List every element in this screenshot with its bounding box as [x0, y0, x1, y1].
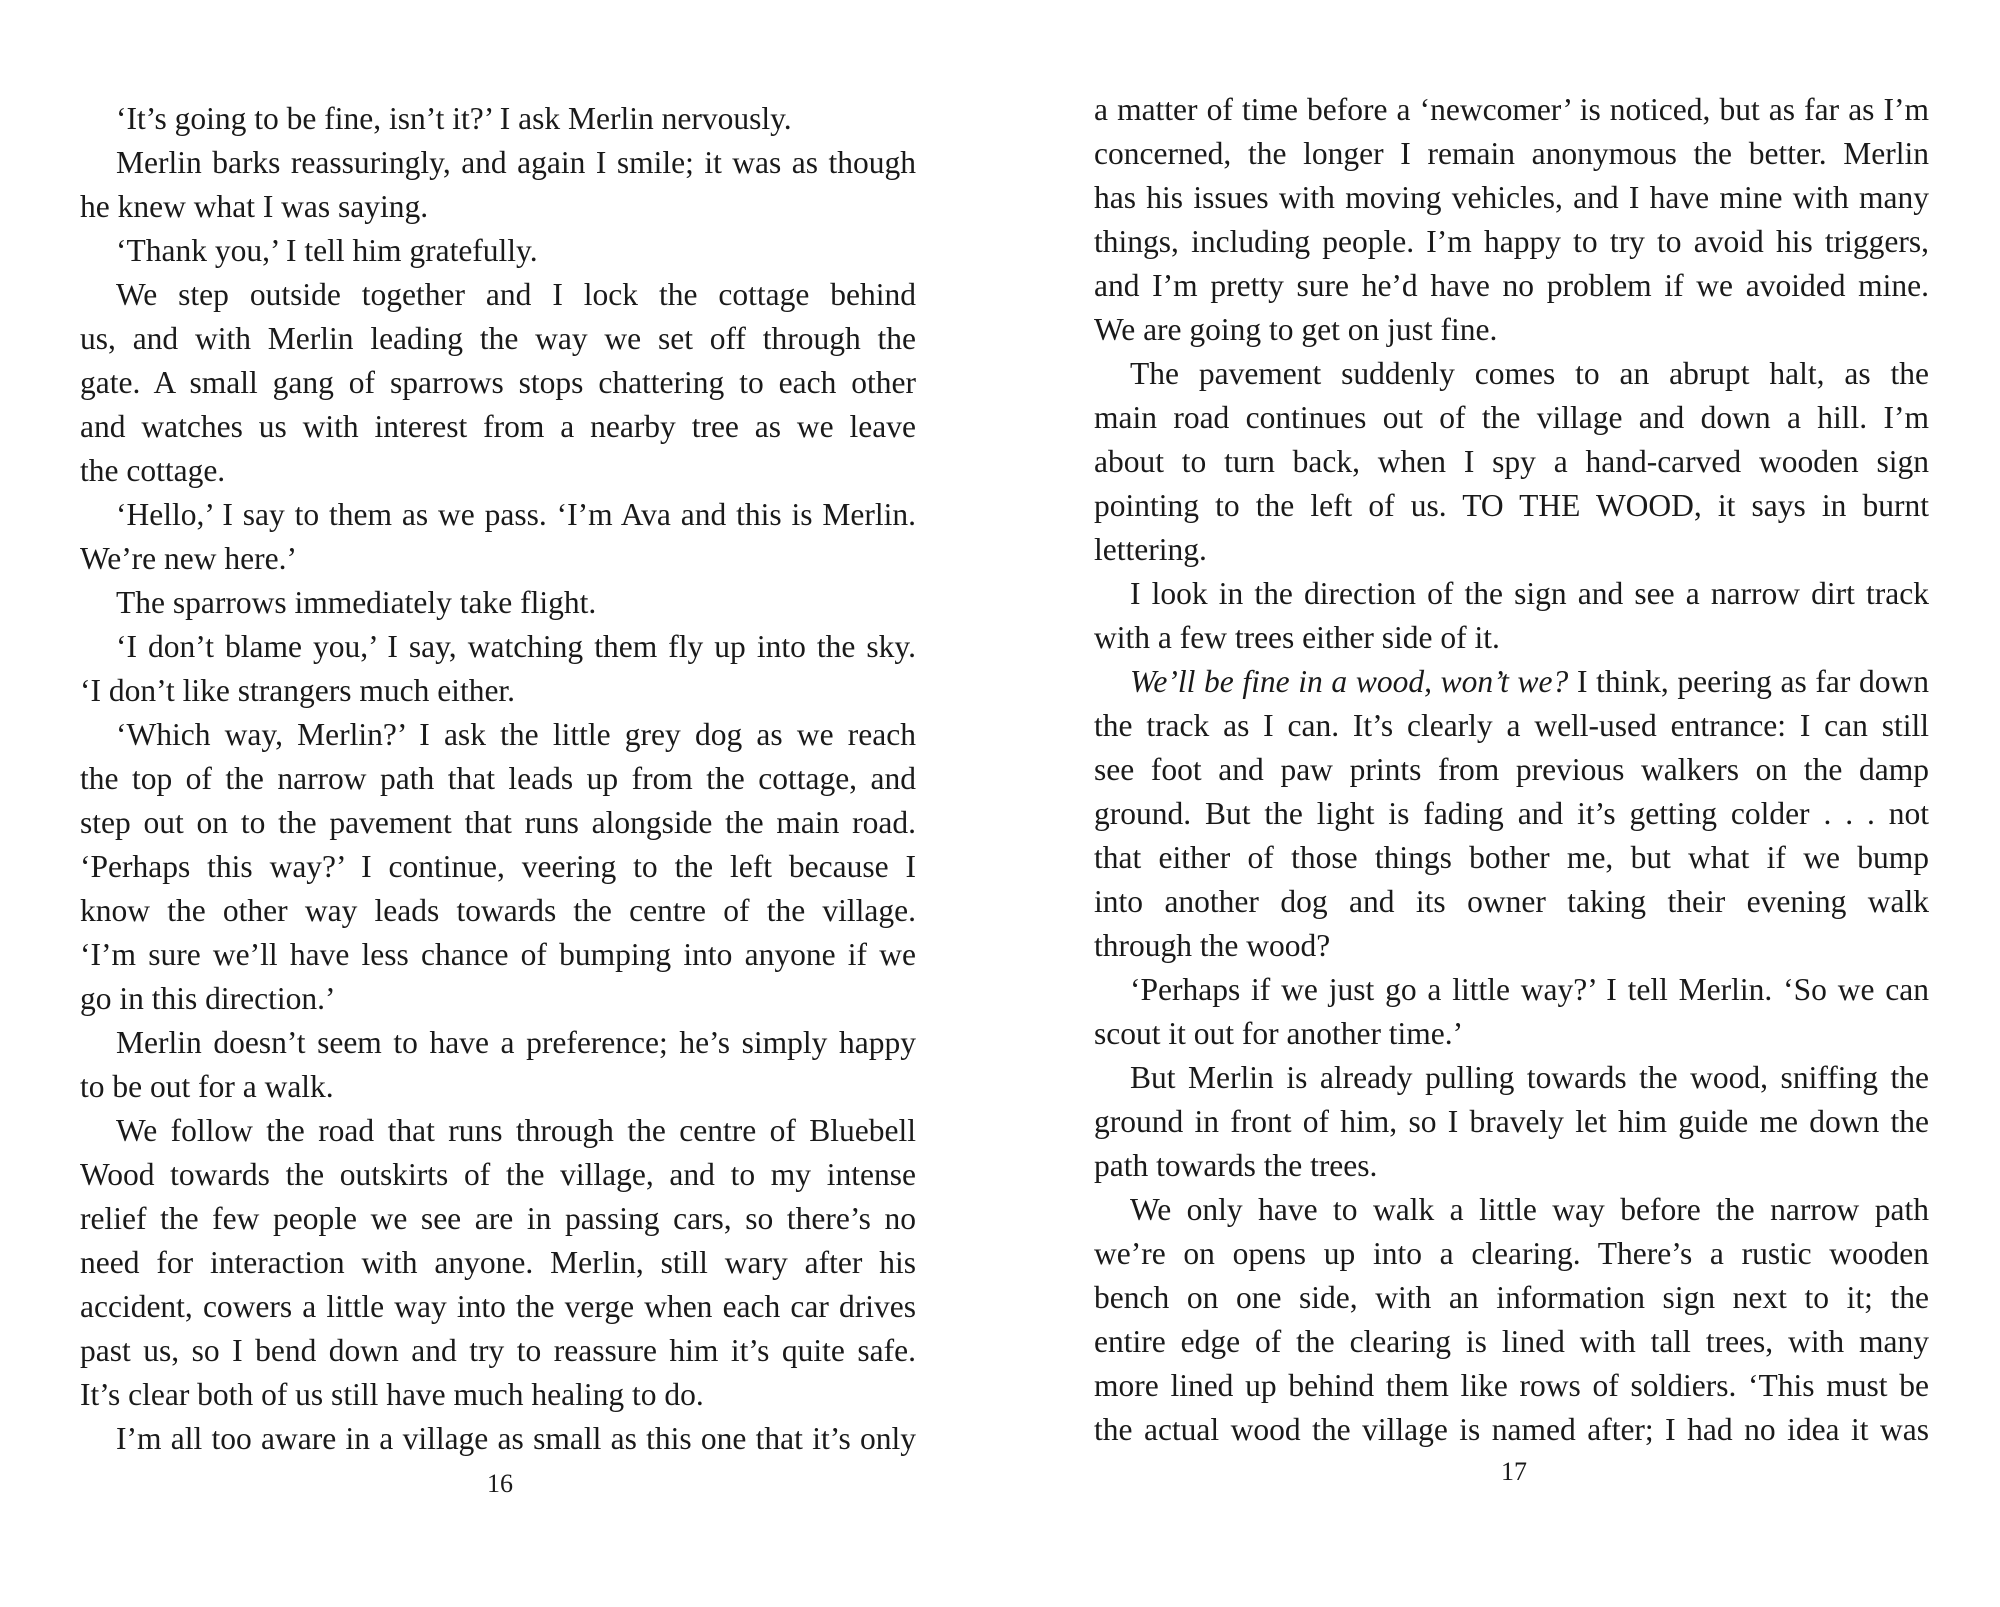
text-line: ‘Which way, Merlin?’ I ask the little grey dog as we reach — [116, 717, 916, 752]
text-line: and I’m pretty sure he’d have no problem if we avoided mine. — [1094, 268, 1929, 303]
text-line: more lined up behind them like rows of soldiers. ‘This must be — [1094, 1368, 1929, 1403]
text-line: I look in the direction of the sign and see a narrow dirt track — [1130, 576, 1929, 611]
text-line: ‘I don’t blame you,’ I say, watching them fly up into the sky. — [116, 629, 916, 664]
text-line: past us, so I bend down and try to reassure him it’s quite safe. — [80, 1333, 916, 1368]
text-line: entire edge of the clearing is lined with tall trees, with many — [1094, 1324, 1929, 1359]
text-line: and watches us with interest from a nearby tree as we leave — [80, 409, 916, 444]
text-line: It’s clear both of us still have much healing to do. — [80, 1377, 704, 1412]
text-line: ‘Perhaps if we just go a little way?’ I tell Merlin. ‘So we can — [1130, 972, 1929, 1007]
text-line: path towards the trees. — [1094, 1148, 1378, 1183]
text-line: The sparrows immediately take flight. — [116, 585, 597, 620]
text-line: We only have to walk a little way before the narrow path — [1130, 1192, 1929, 1227]
text-line: ‘I’m sure we’ll have less chance of bumping into anyone if we — [80, 937, 916, 972]
text-line: to be out for a walk. — [80, 1069, 334, 1104]
text-line: accident, cowers a little way into the verge when each car drives — [80, 1289, 916, 1324]
text-line: need for interaction with anyone. Merlin, still wary after his — [80, 1245, 916, 1280]
text-line: But Merlin is already pulling towards the wood, sniffing the — [1130, 1060, 1929, 1095]
text-line: that either of those things bother me, but what if we bump — [1094, 840, 1929, 875]
text-line: step out on to the pavement that runs alongside the main road. — [80, 805, 916, 840]
text-line: ‘I don’t like strangers much either. — [80, 673, 516, 708]
text-line: go in this direction.’ — [80, 981, 336, 1016]
italic-thought: We’ll be fine in a wood, won’t we? — [1130, 664, 1569, 699]
text-line: Wood towards the outskirts of the village, and to my intense — [80, 1157, 916, 1192]
text-line: the actual wood the village is named after; I had no idea it was — [1094, 1412, 1929, 1447]
text-line — [1130, 660, 1929, 704]
text-line: the track as I can. It’s clearly a well-used entrance: I can still — [1094, 708, 1929, 743]
text-run: I think, peering as far down — [1576, 664, 1929, 699]
text-line: pointing to the left of us. TO THE WOOD, it says in burnt — [1094, 488, 1929, 523]
text-line: main road continues out of the village and down a hill. I’m — [1094, 400, 1929, 435]
text-line: concerned, the longer I remain anonymous the better. Merlin — [1094, 136, 1929, 171]
text-line: ‘Perhaps this way?’ I continue, veering to the left because I — [80, 849, 916, 884]
text-line: lettering. — [1094, 532, 1207, 567]
text-line: bench on one side, with an information sign next to it; the — [1094, 1280, 1929, 1315]
text-line: scout it out for another time.’ — [1094, 1016, 1464, 1051]
text-line: us, and with Merlin leading the way we set off through the — [80, 321, 916, 356]
page-number: 17 — [1501, 1457, 1527, 1486]
text-line: ground in front of him, so I bravely let him guide me down the — [1094, 1104, 1929, 1139]
text-line: ‘Thank you,’ I tell him gratefully. — [116, 233, 538, 268]
text-line: Merlin doesn’t seem to have a preference; he’s simply happy — [116, 1025, 916, 1060]
text-line: We are going to get on just fine. — [1094, 312, 1498, 347]
text-line: We follow the road that runs through the centre of Bluebell — [116, 1113, 916, 1148]
text-line: he knew what I was saying. — [80, 189, 429, 224]
page-number: 16 — [487, 1469, 513, 1498]
text-line: gate. A small gang of sparrows stops chattering to each other — [80, 365, 916, 400]
text-line: We step outside together and I lock the cottage behind — [116, 277, 916, 312]
text-line: with a few trees either side of it. — [1094, 620, 1500, 655]
text-line: ground. But the light is fading and it’s getting colder . . . not — [1094, 796, 1929, 831]
text-line: things, including people. I’m happy to try to avoid his triggers, — [1094, 224, 1929, 259]
right-page — [1000, 0, 2000, 1607]
text-line: has his issues with moving vehicles, and I have mine with many — [1094, 180, 1929, 215]
text-line: the cottage. — [80, 453, 226, 488]
text-line: ‘Hello,’ I say to them as we pass. ‘I’m Ava and this is Merlin. — [116, 497, 916, 532]
text-line: We’re new here.’ — [80, 541, 297, 576]
text-line: I’m all too aware in a village as small as this one that it’s only — [116, 1421, 916, 1456]
text-line: know the other way leads towards the centre of the village. — [80, 893, 916, 928]
text-line: Merlin barks reassuringly, and again I smile; it was as though — [116, 145, 916, 180]
text-line: relief the few people we see are in passing cars, so there’s no — [80, 1201, 916, 1236]
text-line: through the wood? — [1094, 928, 1331, 963]
text-line: The pavement suddenly comes to an abrupt halt, as the — [1130, 356, 1929, 391]
text-line: into another dog and its owner taking their evening walk — [1094, 884, 1929, 919]
text-line: ‘It’s going to be fine, isn’t it?’ I ask Merlin nervously. — [116, 101, 792, 136]
text-line: the top of the narrow path that leads up from the cottage, and — [80, 761, 916, 796]
text-line: a matter of time before a ‘newcomer’ is noticed, but as far as I’m — [1094, 92, 1929, 127]
text-line: about to turn back, when I spy a hand-carved wooden sign — [1094, 444, 1929, 479]
text-line: see foot and paw prints from previous walkers on the damp — [1094, 752, 1929, 787]
text-line: we’re on opens up into a clearing. There’s a rustic wooden — [1094, 1236, 1929, 1271]
